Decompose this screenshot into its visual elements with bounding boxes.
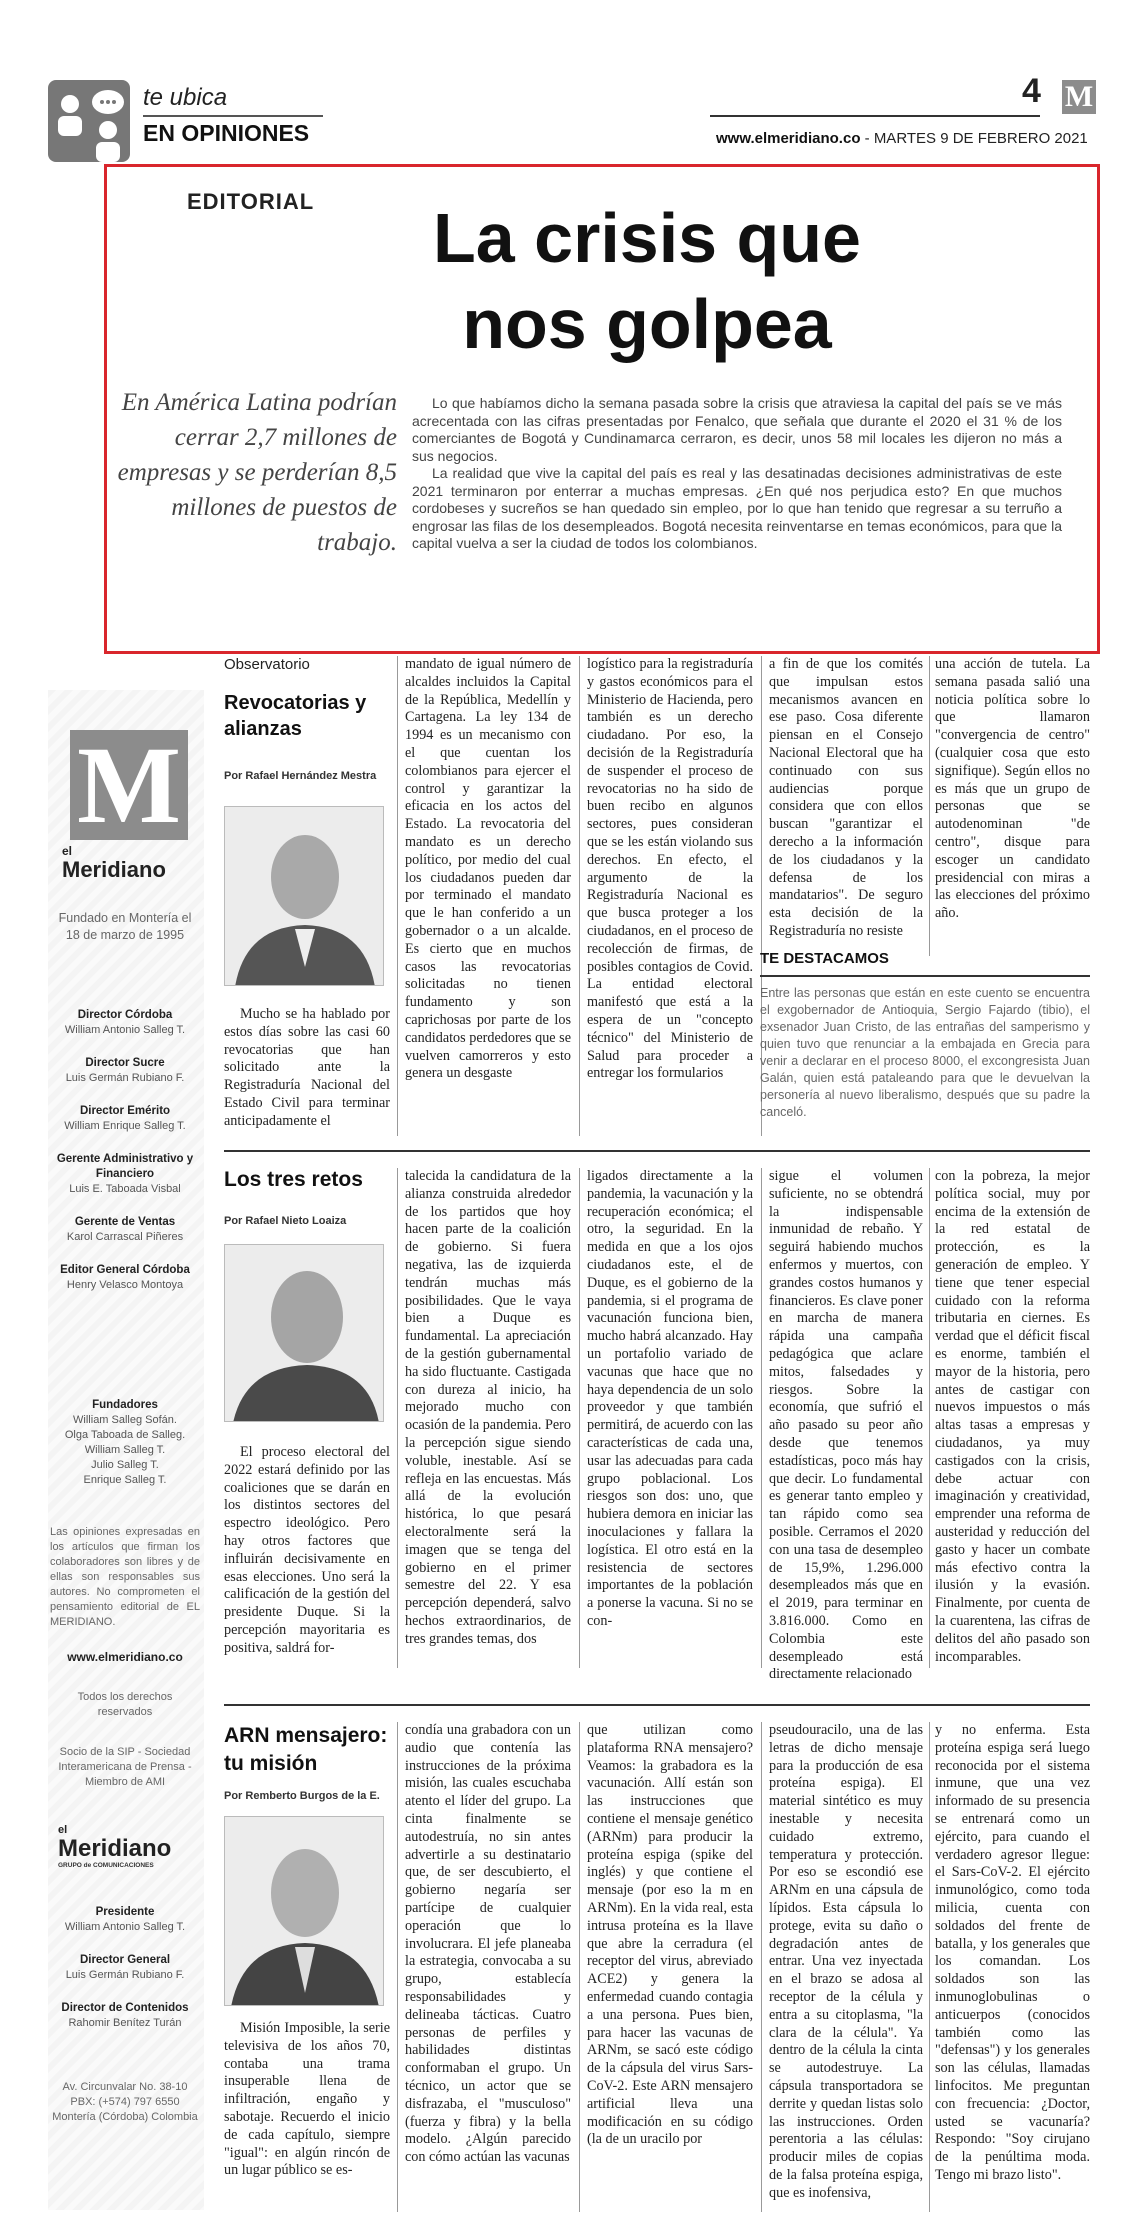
header-website-link[interactable]: www.elmeridiano.co	[716, 130, 861, 147]
founders-title: Fundadores	[92, 1399, 158, 1411]
page-number: 4	[1022, 72, 1041, 110]
author-photo-2	[224, 1244, 384, 1422]
founder-name: William Salleg Sofán.	[73, 1414, 177, 1426]
author-photo-1	[224, 806, 384, 986]
article2-col3: ligados directamente a la pandemia, la vacunación y la recuperación económica; el otro, la seguridad. En la medida en que a los ojos ciudadanos este, el de Duque, es el gobierno de la pandemia, si el programa de vacunación funciona bien, mucho habrá alcanzado. Hay un portafolio variado de vacunas que hace que no haya dependencia de un solo proveedor y que también permitirá, de acuerdo con las características de cada una, usar las adecuadas para cada grupo poblacional. Los riesgos son dos: uno, que hubiera demora en iniciar las inoculaciones y fallara la logística. El otro está en la resistencia de sectores importantes de la población a ponerse la vacuna. Si no se con-	[587, 1168, 753, 1629]
staff-entry: Director Emérito William Enrique Salleg T.	[64, 1105, 186, 1132]
staff-entry: Director General Luis Germán Rubiano F.	[65, 1954, 185, 1981]
article2-col1: El proceso electoral del 2022 estará definido por las coaliciones que se darán en los distintos sectores del espectro ideológico. Pero hay otros factores que influirán decisivamente en esas elecciones. Uno será la calificación de la gestión del presidente Duque. Si la percepción mayoritaria es positiva, saldrá for-	[224, 1444, 390, 1656]
header-date: - MARTES 9 DE FEBRERO 2021	[860, 130, 1088, 147]
article3-col3: que utilizan como plataforma RNA mensajero? Veamos: la grabadora es la vacunación. Allí están son las instrucciones que contiene el mensaje genético (ARNm) para producir la proteína espiga (spike del inglés) y que contiene el mensaje (por eso la m en ARNm). En la vida real, esta intrusa proteína es la llave que abre la cerradura (el receptor del virus, abreviado ACE2) y genera la enfermedad cuando contagia a una persona. Pues bien, para hacer las vacunas de ARNm, se sacó este código de la cápsula del virus Sars-CoV-2. Este ARN mensajero artificial lleva una modificación en su código (la de un uracilo por	[587, 1722, 753, 2148]
article1-col2: mandato de igual número de alcaldes incluidos la Capital de la República, Medellín y Cartagena. La ley 134 de 1994 es un mecanismo con el que cuentan los colombianos para ejercer el control y garantizar la eficacia en los actos del Estado. La revocatoria del mandato es un derecho político, por medio del cual los ciudadanos pueden dar por terminado el mandato que le han conferido a un gobernador o a un alcalde. Es cierto que en muchos casos las revocatorias solicitadas no tienen fundamento y son caprichosas por parte de los candidatos perdedores que se vuelven camorreros y esto genera un desgaste	[405, 656, 571, 1082]
staff-entry: Gerente de Ventas Karol Carrascal Piñeres	[66, 1216, 184, 1243]
founder-name: Julio Salleg T.	[91, 1459, 159, 1471]
article1-col4: a fin de que los comités que impulsan estos mecanismos avancen en ese paso. Cosa diferente piensan en el Consejo Nacional Electoral que ha continuado con sus audiencias porque considera que con ellos buscan "garantizar el derecho a la información de los ciudadanos y la defensa de los mandatarios". De seguro esta decisión de la Registraduría no resiste	[769, 656, 923, 939]
staff-entry: Gerente Administrativo y Financiero Luis E. Taboada Visbal	[56, 1153, 194, 1195]
article1-kicker: Observatorio	[224, 656, 310, 673]
sidebar-disclaimer: Las opiniones expresadas en los artículos que firman los colaboradores son libres y de ellas son responsables sus autores. No comprometen el pensamiento editorial de EL MERIDIANO.	[50, 1526, 200, 1628]
founder-name: Olga Taboada de Salleg.	[64, 1429, 186, 1441]
sidebar-brand-name: Meridiano	[62, 857, 166, 882]
article3-col2: condía una grabadora con un audio que contenía las instrucciones de la próxima misión, las cuales escuchaba atento el líder del grupo. La cinta finalmente se autodestruía, no sin antes advertirle a su destinatario que, de ser descubierto, el gobierno negaría ser partícipe de cualquier operación que lo involucrara. El jefe planeaba la estrategia, convocaba a su grupo, establecía responsabilidades y delineaba tácticas. Cuatro personas de perfiles y habilidades distintas conformaban el grupo. Un técnico, un actor que se disfrazaba, el "musculoso" (fuerza y fibra) y la bella modelo. ¿Algún parecido con cómo actúan las vacunas	[405, 1722, 571, 2166]
article3-col4: pseudouracilo, una de las letras de dicho mensaje para la producción de esa proteína espiga). El material sintético es muy inestable y necesita cuidado extremo, temperatura y protección. Por eso se escondió ese ARNm en una cápsula de lípidos. Esta cápsula lo protege, evita su daño o degradación antes de entrar. Una vez inyectada en el brazo se adosa al receptor de la célula y entra a su citoplasma, "la clara de la célula". Ya dentro de la célula la cinta se autodestruye. La cápsula transportadora se derrite y quedan listas solo las instrucciones. Orden perentoria a las células: producir miles de copias de la falsa proteína espiga, que es inofensiva,	[769, 1722, 923, 2201]
staff-entry: Director de Contenidos Rahomir Benítez Turán	[61, 2002, 189, 2029]
sidebar-website-link[interactable]: www.elmeridiano.co	[67, 1650, 183, 1664]
editorial-body	[412, 395, 1062, 553]
sidebar-brand-small: el	[62, 844, 73, 858]
article1-col3: logístico para la registraduría y gastos económicos para el Ministerio de Hacienda, pero también es un derecho ciudadano. Por eso, la decisión de la Registraduría de suspender el proceso de revocatorias no ha sido de buen recibo en algunos sectores, pues consideran que se les están violando sus derechos. En efecto, el argumento de la Registraduría Nacional es que busca proteger a los ciudadanos, en el proceso de recolección de firmas, de posibles contagios de Covid. La entidad electoral manifestó que está a la espera de un "concepto técnico" del Ministerio de Salud para proceder a entregar los formularios	[587, 656, 753, 1082]
group-logo: el Meridiano GRUPO de COMUNICACIONES	[58, 1824, 172, 1869]
destacamos-text: Entre las personas que están en este cuento se encuentra el exgobernador de Antioquia, Sergio Fajardo (tibio), el exsenador Juan Cristo, de las entrañas del samperismo y quien tuvo que renunciar a la embajada en Grecia para venir a declarar en el proceso 8000, el excongresista Juan Galán, quien está pataleando para que le devuelvan la personería al nuevo liberalismo, después que su padre la canceló.	[760, 986, 1090, 1119]
sidebar-logo: M	[70, 730, 188, 840]
article3-col5: y no enferma. Esta proteína espiga será luego reconocida por el sistema inmune, que una vez informado de su presencia se entrenará como un ejército, para cuando el verdadero agresor llegue: el Sars-CoV-2. El ejército inmunológico, como toda milicia, cuenta con soldados del frente de batalla, y los generales que los comandan. Los soldados son las inmunoglobulinas o anticuerpos (conocidos también como las "defensas") y los generales son las células, llamadas linfocitos. Me preguntan con frecuencia: ¿Doctor, usted se vacunaría? Respondo: "Soy cirujano de la penúltima moda. Tengo mi brazo listo".	[935, 1722, 1090, 2183]
masthead-logo-icon: M	[1062, 80, 1096, 114]
editorial-paragraph: La realidad que vive la capital del país es real y las desatinadas decisiones administrativas de este 2021 terminaron por enterrar a muchas empresas. ¿En qué nos perjudica esto? En que muchos cordobeses y sucreños se han quedado sin empleo, por lo que han tenido que regresar a su terruño a engrosar las filas de los desempleados. Bogotá necesita reinventarse en temas económicos, para que la capital vuelva a ser la ciudad de todos los colombianos.	[412, 465, 1062, 551]
section-label-big: EN OPINIONES	[143, 120, 310, 146]
article2-byline: Por Rafael Nieto Loaiza	[224, 1215, 347, 1227]
staff-entry: Presidente William Antonio Salleg T.	[64, 1906, 186, 1933]
author-photo-3	[224, 1816, 384, 2006]
section-icon	[48, 80, 130, 162]
founder-name: Enrique Salleg T.	[83, 1474, 167, 1486]
article1-col5: una acción de tutela. La semana pasada salió una noticia política sobre lo que llamaron "convergencia de centro" (cualquier cosa que esto signifique). Según ellos no es más que un grupo de personas que se autodenominan "de centro", disque para escoger un candidato presidencial con miras a las elecciones del próximo año.	[935, 656, 1090, 922]
article1-title: Revocatorias y alianzas	[224, 692, 367, 740]
staff-entry: Director Córdoba William Antonio Salleg T.	[64, 1009, 186, 1036]
editorial-box	[104, 164, 1100, 654]
article2-title: Los tres retos	[224, 1168, 363, 1191]
editorial-title: La crisis que nos golpea	[433, 199, 861, 363]
sidebar-address: Av. Circunvalar No. 38-10 PBX: (+574) 797 6550 Montería (Córdoba) Colombia	[52, 2081, 198, 2123]
founder-name: William Salleg T.	[84, 1444, 166, 1456]
article1-col1: Mucho se ha hablado por estos días sobre las casi 60 revocatorias que han solicitado ante la Registraduría Nacional del Estado Civil para terminar anticipadamente el	[224, 1006, 390, 1129]
editorial-paragraph: Lo que habíamos dicho la semana pasada sobre la crisis que atraviesa la capital del país se ve más acrecentada con las cifras presentadas por Fenalco, que señala que durante el 2020 el 31 % de los comerciantes de Bogotá y Cundinamarca cerraron, es decir, unos 58 mil locales les dijeron no más a sus negocios.	[412, 395, 1062, 464]
staff-entry: Director Sucre Luis Germán Rubiano F.	[65, 1057, 185, 1084]
article2-col4: sigue el volumen suficiente, no se obtendrá la indispensable inmunidad de rebaño. Y seguirá habiendo muchos enfermos y muertos, con grandes costos humanos y financieros. Es clave poner en marcha de manera rápida una campaña pedagógica que aclare mitos, falsedades y riesgos. Sobre la economía, que sufrió el año pasado su peor año desde que tenemos estadísticas, poco más hay que decir. Lo fundamental es generar tanto empleo y tan rápido como sea posible. Cerramos el 2020 con una tasa de desempleo de 15,9%, 1.296.000 desempleados más que en el 2019, para terminar en 3.816.000. Como en Colombia este desempleado está directamente relacionado	[769, 1168, 923, 1683]
editorial-pullquote: En América Latina podrían cerrar 2,7 millones de empresas y se perderían 8,5 millones de puestos de trabajo.	[117, 389, 397, 556]
article3-title: ARN mensajero: tu misión	[224, 1724, 388, 1775]
article3-byline: Por Remberto Burgos de la E.	[224, 1790, 380, 1802]
destacamos-title: TE DESTACAMOS	[760, 950, 889, 967]
article1-byline: Por Rafael Hernández Mestra	[224, 770, 377, 782]
article2-col2: talecida la candidatura de la alianza construida alrededor de los partidos que hoy hacen parte de la coalición de gobierno. Si fuera negativa, las de izquierda tendrán muchas más posibilidades. Que le vaya bien a Duque es fundamental. La apreciación de la gestión gubernamental ha sido fluctuante. Castigada con dureza al inicio, ha mejorado mucho con ocasión de la pandemia. Pero la percepción sigue siendo voluble, inestable. Así se refleja en las encuestas. Más allá de la evolución histórica, lo que pesará electoralmente será la imagen que se tenga del gobierno en el primer semestre del 22. Y esa percepción dependerá, salvo hechos extraordinarios, de tres grandes temas, dos	[405, 1168, 571, 1647]
sidebar-rights: Todos los derechos reservados	[77, 1691, 173, 1718]
article2-col5: con la pobreza, la mejor política social, muy por encima de la extensión de la red estatal de protección, es la generación de empleo. Y tiene que tener especial cuidado con la reforma tributaria en ciernes. Es verdad que el déficit fiscal es enorme, también el mayor de la historia, pero antes de castigar con nuevos impuestos o más altas tasas a empresas y ciudadanos, ya muy castigados con la crisis, debe actuar con imaginación y creatividad, emprender una reforma de austeridad y reducción del gasto y hacer un combate más efectivo contra la ilusión y la evasión. Finalmente, por cuenta de la cuarentena, las cifras de delitos del año pasado son incomparables.	[935, 1168, 1090, 1665]
sidebar-founded: Fundado en Montería el 18 de marzo de 1995	[58, 911, 192, 942]
section-label-small: te ubica	[143, 84, 228, 111]
editorial-label: EDITORIAL	[187, 189, 315, 214]
staff-entry: Editor General Córdoba Henry Velasco Montoya	[60, 1264, 190, 1291]
sidebar-sip: Socio de la SIP - Sociedad Interamericana de Prensa - Miembro de AMI	[58, 1746, 192, 1788]
article3-col1: Misión Imposible, la serie televisiva de los años 70, contaba una trama insuperable llena de infiltración, engaño y sabotaje. Recuerdo el inicio de cada capítulo, siempre "igual": en algún rincón de un lugar público se es-	[224, 2020, 390, 2179]
